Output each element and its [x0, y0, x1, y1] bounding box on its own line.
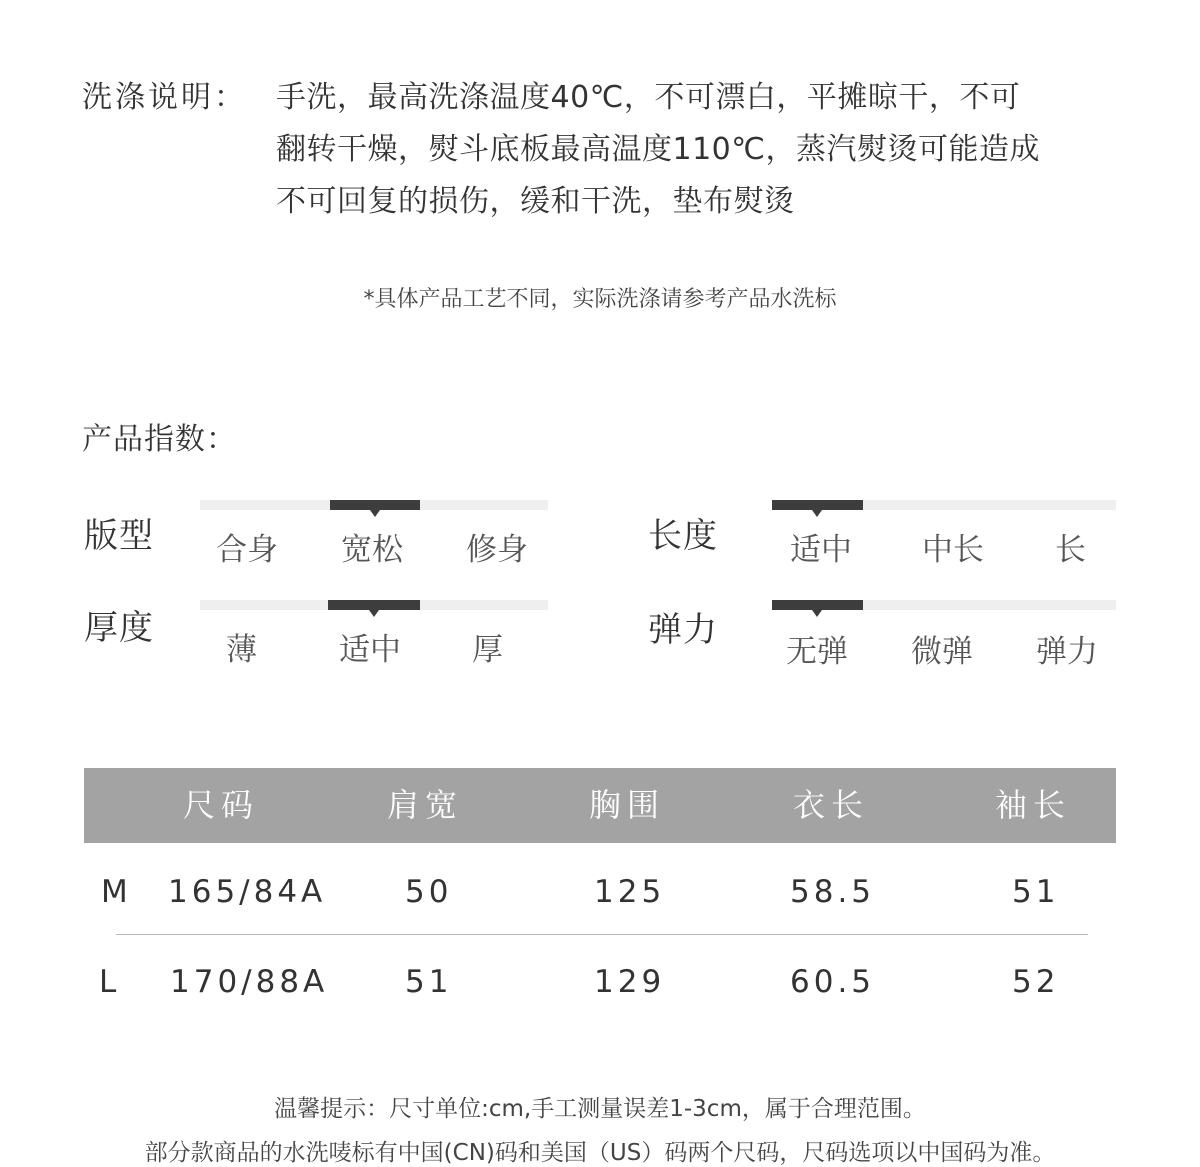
header-sleeve: 袖长 [995, 786, 1072, 824]
attr-fit-option-2: 宽松 [341, 532, 403, 568]
header-size: 尺码 [183, 786, 260, 824]
attr-elasticity-track [772, 600, 1116, 610]
row-m-chest: 125 [594, 874, 666, 910]
header-shoulder: 肩宽 [387, 786, 464, 824]
washing-label: 洗涤说明： [82, 80, 247, 115]
attr-length-indicator [772, 500, 863, 510]
attr-thickness-indicator [328, 600, 420, 610]
tip-line-2: 部分款商品的水洗唛标有中国(CN)码和美国（US）码两个尺码，尺码选项以中国码为准。 [144, 1140, 1056, 1166]
attr-fit-track [200, 500, 548, 510]
product-index-title: 产品指数： [82, 422, 237, 457]
row-l-sleeve: 52 [1012, 964, 1060, 1000]
washing-line-1: 手洗，最高洗涤温度40℃，不可漂白，平摊晾干，不可 [276, 80, 1021, 115]
attr-elasticity-option-3: 弹力 [1036, 634, 1098, 670]
washing-line-3: 不可回复的损伤，缓和干洗，垫布熨烫 [276, 184, 795, 219]
row-l-shoulder: 51 [405, 964, 453, 1000]
attr-length-track [772, 500, 1116, 510]
attr-thickness-option-3: 厚 [472, 632, 503, 668]
washing-note: *具体产品工艺不同，实际洗涤请参考产品水洗标 [363, 287, 837, 312]
indicator-pointer-icon [812, 610, 822, 617]
indicator-pointer-icon [369, 610, 379, 617]
attr-length-option-1: 适中 [790, 532, 852, 568]
row-m-length: 58.5 [790, 874, 876, 910]
attr-length-option-2: 中长 [922, 532, 984, 568]
attr-thickness-track [200, 600, 548, 610]
attr-elasticity-option-1: 无弹 [786, 634, 848, 670]
attr-length-option-3: 长 [1055, 532, 1086, 568]
row-l-code: 170/88A [170, 964, 329, 1000]
washing-line-2: 翻转干燥，熨斗底板最高温度110℃，蒸汽熨烫可能造成 [276, 132, 1040, 167]
row-l-chest: 129 [594, 964, 666, 1000]
attr-thickness-option-1: 薄 [226, 632, 257, 668]
attr-length-label: 长度 [648, 516, 718, 556]
attr-elasticity-option-2: 微弹 [911, 634, 973, 670]
table-row-divider [116, 934, 1088, 935]
tip-line-1: 温馨提示：尺寸单位:cm,手工测量误差1-3cm，属于合理范围。 [274, 1096, 926, 1122]
attr-fit-option-1: 合身 [216, 532, 278, 568]
indicator-pointer-icon [370, 510, 380, 517]
attr-fit-indicator [330, 500, 420, 510]
size-table-header [84, 768, 1116, 843]
row-l-size: L [99, 964, 121, 1000]
row-m-code: 165/84A [168, 874, 327, 910]
attr-fit-option-3: 修身 [466, 532, 528, 568]
attr-thickness-option-2: 适中 [339, 632, 401, 668]
row-m-sleeve: 51 [1012, 874, 1060, 910]
attr-fit-label: 版型 [84, 516, 154, 556]
row-m-shoulder: 50 [405, 874, 453, 910]
header-chest: 胸围 [589, 786, 666, 824]
indicator-pointer-icon [812, 510, 822, 517]
row-l-length: 60.5 [790, 964, 876, 1000]
attr-thickness-label: 厚度 [84, 608, 154, 648]
row-m-size: M [101, 874, 132, 910]
attr-elasticity-indicator [772, 600, 863, 610]
attr-elasticity-label: 弹力 [648, 610, 718, 650]
header-length: 衣长 [793, 786, 870, 824]
